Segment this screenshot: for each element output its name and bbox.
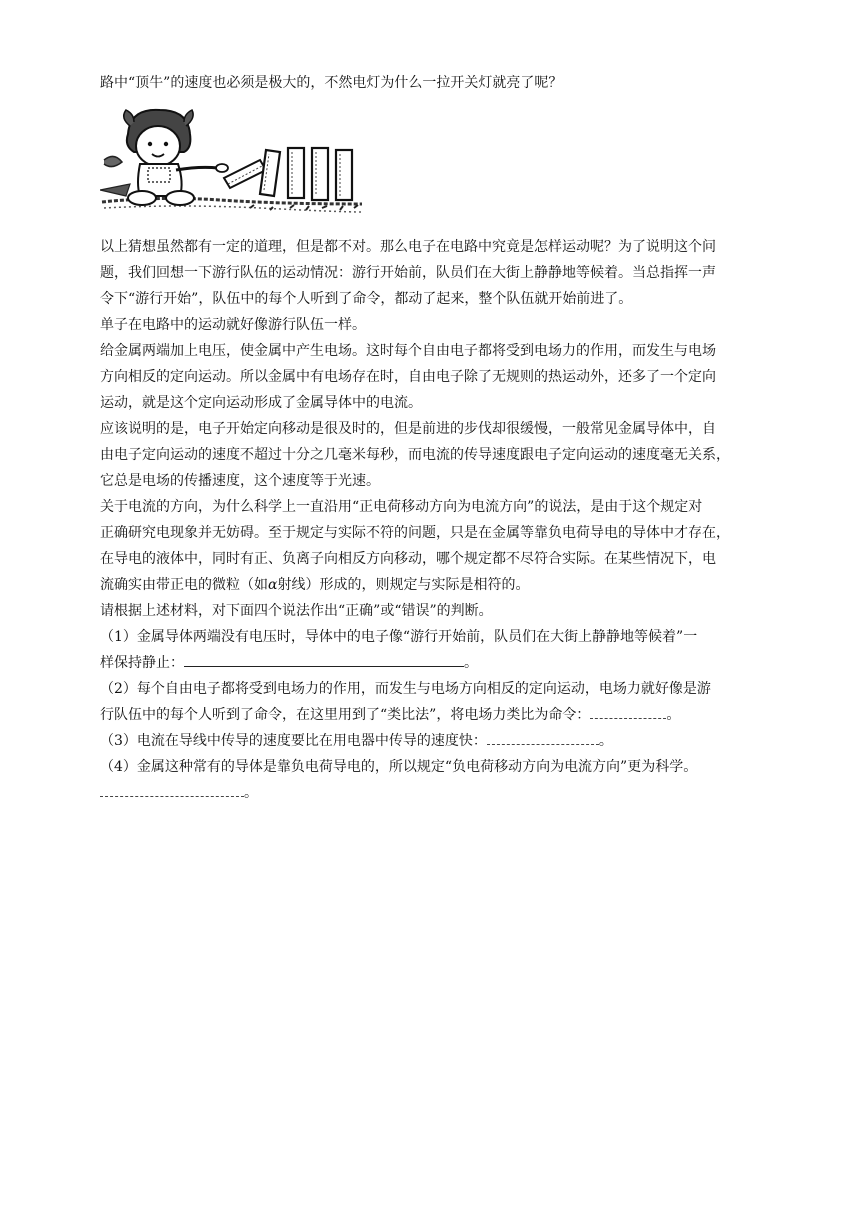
- text-line: [100, 572, 780, 598]
- text-segment: 流确实由带正电的微粒（如: [100, 577, 268, 593]
- text-line: 路中“顶牛”的速度也必须是极大的，不然电灯为什么一拉开关灯就亮了呢？: [100, 75, 563, 91]
- text-line: 单子在电路中的运动就好像游行队伍一样。: [100, 317, 366, 333]
- answer-blank-1[interactable]: [184, 650, 464, 667]
- question-3-line: [100, 728, 780, 754]
- question-2-text: 行队伍中的每个人听到了命令，在这里用到了“类比法”，将电场力类比为命令：: [100, 707, 591, 723]
- girl-pushing-dominoes-illustration: [100, 104, 364, 232]
- document-page: [100, 70, 780, 806]
- answer-blank-4[interactable]: [100, 780, 244, 797]
- answer-blank-2[interactable]: [590, 702, 666, 719]
- period: 。: [598, 733, 613, 749]
- text-line: 给金属两端加上电压，使金属中产生电场。这时每个自由电子都将受到电场力的作用，而发生与电场: [100, 343, 716, 359]
- text-line: 请根据上述材料，对下面四个说法作出“正确”或“错误”的判断。: [100, 603, 493, 619]
- text-line: 以上猜想虽然都有一定的道理，但是都不对。那么电子在电路中究竟是怎样运动呢？为了说明这个问: [100, 239, 716, 255]
- text-segment: 射线）形成的，则规定与实际是相符的。: [277, 577, 530, 593]
- text-line: 由电子定向运动的速度不超过十分之几毫米每秒，而电流的传导速度跟电子定向运动的速度毫无关系，: [100, 447, 730, 463]
- question-4-line-2: [100, 780, 780, 806]
- alpha-symbol: α: [268, 577, 278, 593]
- period: 。: [666, 707, 681, 723]
- answer-blank-3[interactable]: [487, 728, 599, 745]
- text-line: 题，我们回想一下游行队伍的运动情况：游行开始前，队员们在大街上静静地等候着。当总指挥一声: [100, 265, 716, 281]
- question-1-line-2: [100, 650, 780, 676]
- question-2-line-2: [100, 702, 780, 728]
- period: 。: [244, 785, 258, 801]
- question-2-line-1: （2）每个自由电子都将受到电场力的作用，而发生与电场方向相反的定向运动，电场力就好像是游: [100, 681, 711, 697]
- question-1-line-1: （1）金属导体两端没有电压时，导体中的电子像“游行开始前，队员们在大街上静静地等候着”一: [100, 629, 698, 645]
- question-3-text: （3）电流在导线中传导的速度要比在用电器中传导的速度快：: [100, 733, 487, 749]
- text-line: 在导电的液体中，同时有正、负离子向相反方向移动，哪个规定都不尽符合实际。在某些情况下，电: [100, 551, 716, 567]
- question-1-text: 样保持静止：: [100, 655, 184, 671]
- text-line: 关于电流的方向，为什么科学上一直沿用“正电荷移动方向为电流方向”的说法，是由于这个规定对: [100, 499, 703, 515]
- text-line: 运动，就是这个定向运动形成了金属导体中的电流。: [100, 395, 422, 411]
- text-line: 正确研究电现象并无妨碍。至于规定与实际不符的问题，只是在金属等靠负电荷导电的导体中才存在，: [100, 525, 730, 541]
- text-line: 方向相反的定向运动。所以金属中有电场存在时，自由电子除了无规则的热运动外，还多了一个定向: [100, 369, 716, 385]
- text-line: 令下“游行开始”，队伍中的每个人听到了命令，都动了起来，整个队伍就开始前进了。: [100, 291, 633, 307]
- text-line: 它总是电场的传播速度，这个速度等于光速。: [100, 473, 380, 489]
- text-line: 应该说明的是，电子开始定向移动是很及时的，但是前进的步伐却很缓慢，一般常见金属导体中，自: [100, 421, 716, 437]
- question-4-line-1: （4）金属这种常有的导体是靠负电荷导电的，所以规定“负电荷移动方向为电流方向”更为科学。: [100, 759, 698, 775]
- period: 。: [464, 655, 478, 671]
